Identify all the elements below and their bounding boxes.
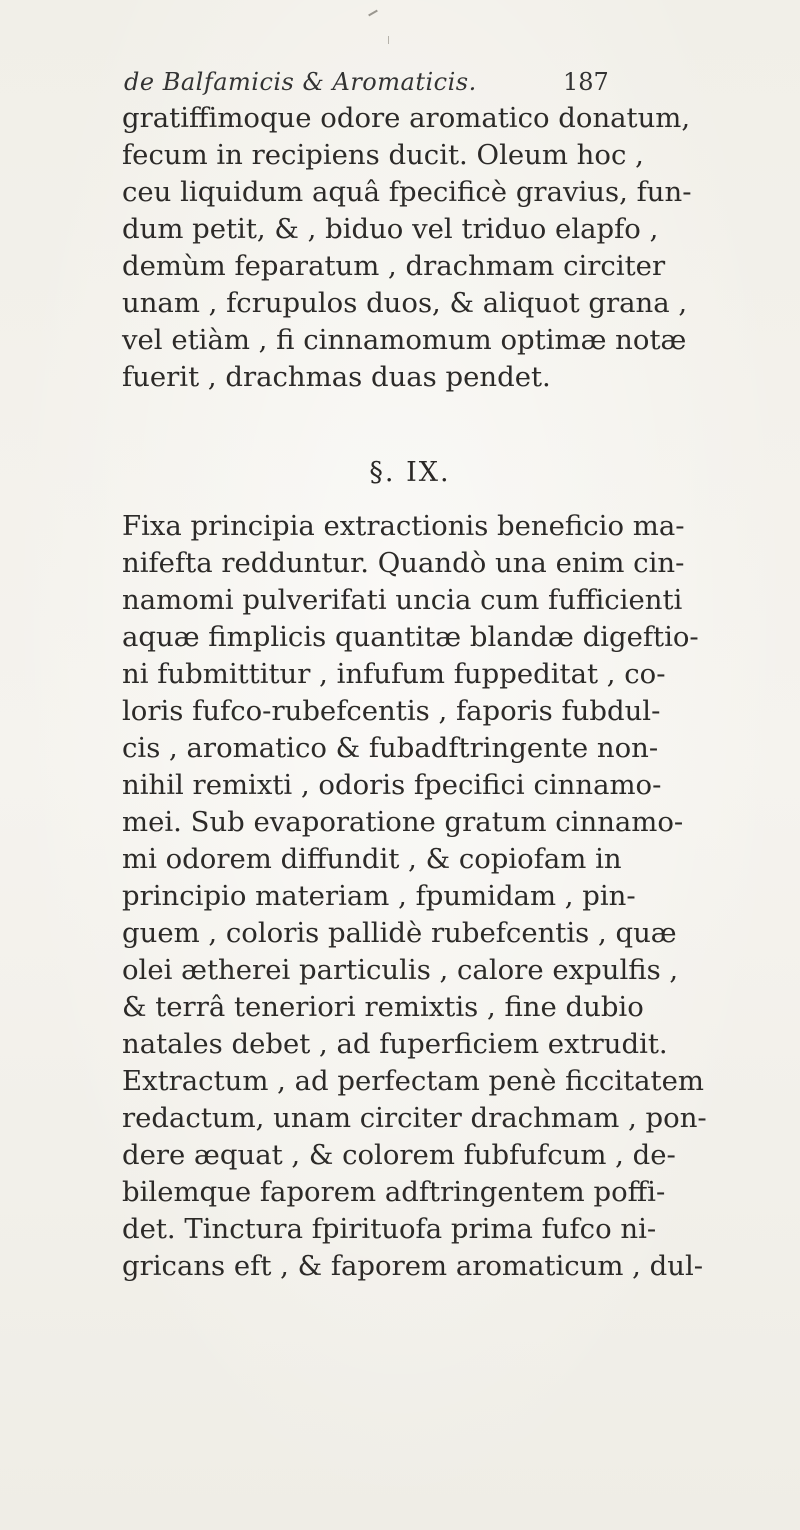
text-line: principio materiam , fpumidam , pin- bbox=[122, 880, 636, 912]
text-line: cis , aromatico & fubadftringente non- bbox=[122, 732, 659, 764]
ink-mark bbox=[368, 10, 378, 17]
section-heading bbox=[0, 457, 800, 488]
text-line: aquæ fimplicis quantitæ blandæ digeftio- bbox=[122, 621, 699, 653]
text-line: ni fubmittitur , infufum fuppeditat , co- bbox=[122, 658, 666, 690]
running-head-title: de Balfamicis & Aromaticis. bbox=[124, 68, 477, 96]
paragraph-2 bbox=[122, 508, 722, 1285]
text-line: det. Tinctura fpirituofa prima fufco ni- bbox=[122, 1213, 657, 1245]
text-line: ceu liquidum aquâ fpecificè gravius, fun- bbox=[122, 176, 692, 208]
section-heading-text: §. IX. bbox=[369, 457, 451, 488]
text-line: natales debet , ad fuperficiem extrudit. bbox=[122, 1028, 668, 1060]
text-line: gratiffimoque odore aromatico donatum, bbox=[122, 102, 691, 134]
text-line: & terrâ teneriori remixtis , fine dubio bbox=[122, 991, 644, 1023]
text-line: olei ætherei particulis , calore expulfis , bbox=[122, 954, 679, 986]
ink-mark bbox=[388, 36, 389, 44]
text-line: namomi pulverifati uncia cum fufficienti bbox=[122, 584, 683, 616]
page-number: 187 bbox=[563, 68, 609, 96]
text-line: nihil remixti , odoris fpecifici cinnamo- bbox=[122, 769, 662, 801]
text-line: redactum, unam circiter drachmam , pon- bbox=[122, 1102, 707, 1134]
text-line: dere æquat , & colorem fubfufcum , de- bbox=[122, 1139, 676, 1171]
text-line: vel etiàm , fi cinnamomum optimæ notæ bbox=[122, 324, 687, 356]
text-line: mei. Sub evaporatione gratum cinnamo- bbox=[122, 806, 684, 838]
text-line: gricans eft , & faporem aromaticum , dul- bbox=[122, 1250, 704, 1282]
text-line: nifefta redduntur. Quandò una enim cin- bbox=[122, 547, 685, 579]
text-line: Extractum , ad perfectam penè ficcitatem bbox=[122, 1065, 704, 1097]
text-line: unam , fcrupulos duos, & aliquot grana , bbox=[122, 287, 688, 319]
text-line: mi odorem diffundit , & copiofam in bbox=[122, 843, 622, 875]
text-line: fuerit , drachmas duas pendet. bbox=[122, 361, 551, 393]
text-line: guem , coloris pallidè rubefcentis , quæ bbox=[122, 917, 677, 949]
text-line: demùm feparatum , drachmam circiter bbox=[122, 250, 666, 282]
text-line: loris fufco-rubefcentis , faporis fubdul- bbox=[122, 695, 661, 727]
text-line: Fixa principia extractionis beneficio ma- bbox=[122, 510, 685, 542]
text-line: bilemque faporem adftringentem poffi- bbox=[122, 1176, 666, 1208]
paragraph-1 bbox=[122, 100, 722, 396]
text-line: dum petit, & , biduo vel triduo elapfo , bbox=[122, 213, 659, 245]
text-line: fecum in recipiens ducit. Oleum hoc , bbox=[122, 139, 644, 171]
